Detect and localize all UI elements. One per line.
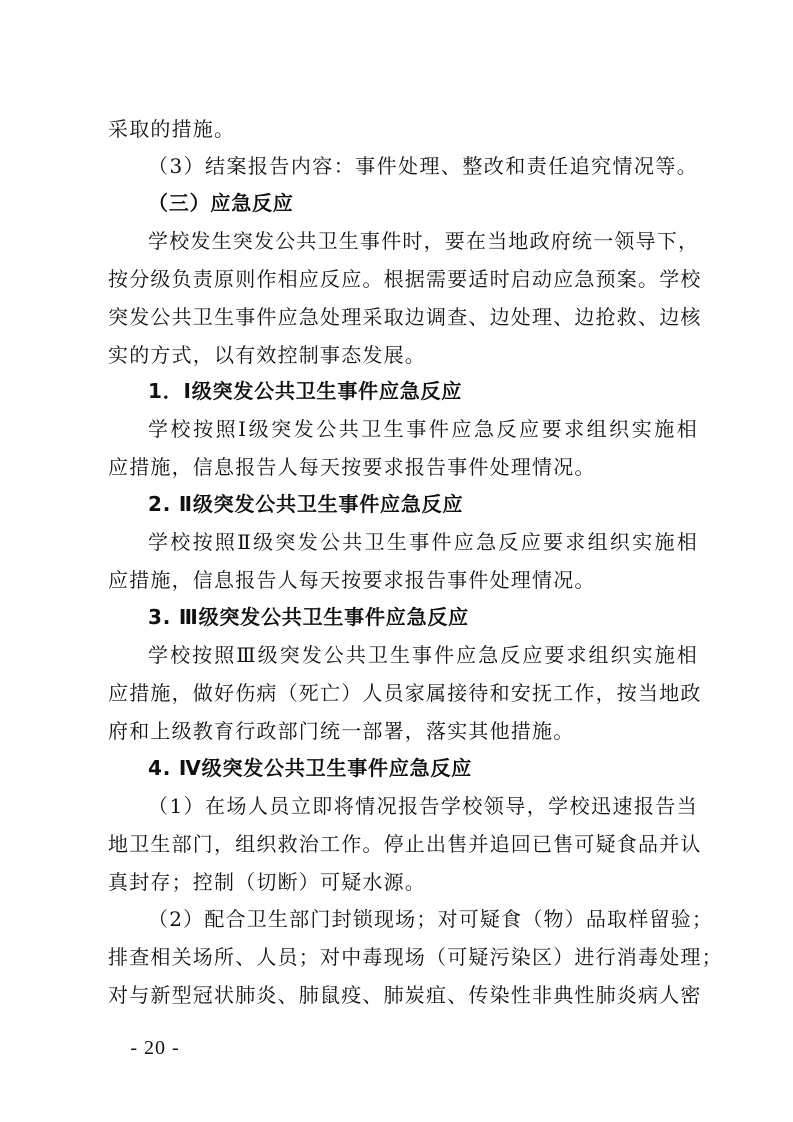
paragraph-line: 真封存；控制（切断）可疑水源。 [108, 870, 426, 894]
paragraph-line: 采取的措施。 [108, 117, 236, 141]
paragraph-line: 排查相关场所、人员；对中毒现场（可疑污染区）进行消毒处理； [108, 945, 723, 969]
paragraph-line: 按分级负责原则作相应反应。根据需要适时启动应急预案。学校 [108, 267, 702, 291]
paragraph-line: 应措施，信息报告人每天按要求报告事件处理情况。 [108, 568, 596, 592]
paragraph-line: 应措施，做好伤病（死亡）人员家属接待和安抚工作，按当地政 [108, 681, 702, 705]
subsection-heading: 1．Ⅰ级突发公共卫生事件应急反应 [148, 379, 463, 403]
paragraph-line: （2）配合卫生部门封锁现场；对可疑食（物）品取样留验； [148, 907, 714, 931]
paragraph-line: 学校发生突发公共卫生事件时，要在当地政府统一领导下， [148, 229, 700, 253]
page-number: - 20 - [130, 1037, 180, 1059]
paragraph-line: 对与新型冠状肺炎、肺鼠疫、肺炭疽、传染性非典性肺炎病人密 [108, 983, 702, 1007]
paragraph-line: 学校按照Ⅲ级突发公共卫生事件应急反应要求组织实施相 [148, 643, 698, 667]
paragraph-line: 地卫生部门，组织救治工作。停止出售并追回已售可疑食品并认 [108, 832, 702, 856]
paragraph-line: 府和上级教育行政部门统一部署，落实其他措施。 [108, 719, 575, 743]
paragraph-line: 应措施，信息报告人每天按要求报告事件处理情况。 [108, 455, 596, 479]
paragraph-line: 学校按照Ⅱ级突发公共卫生事件应急反应要求组织实施相 [148, 530, 698, 554]
paragraph-line: 突发公共卫生事件应急处理采取边调查、边处理、边抢救、边核 [108, 305, 702, 329]
paragraph-line: （3）结案报告内容：事件处理、整改和责任追究情况等。 [148, 154, 698, 178]
subsection-heading: 3. Ⅲ级突发公共卫生事件应急反应 [148, 605, 469, 629]
subsection-heading: 4. Ⅳ级突发公共卫生事件应急反应 [148, 756, 473, 780]
section-heading: （三）应急反应 [148, 191, 294, 215]
paragraph-line: 实的方式，以有效控制事态发展。 [108, 343, 426, 367]
paragraph-line: （1）在场人员立即将情况报告学校领导，学校迅速报告当 [148, 794, 698, 818]
subsection-heading: 2. Ⅱ级突发公共卫生事件应急反应 [148, 492, 464, 516]
paragraph-line: 学校按照Ⅰ级突发公共卫生事件应急反应要求组织实施相 [148, 417, 698, 441]
